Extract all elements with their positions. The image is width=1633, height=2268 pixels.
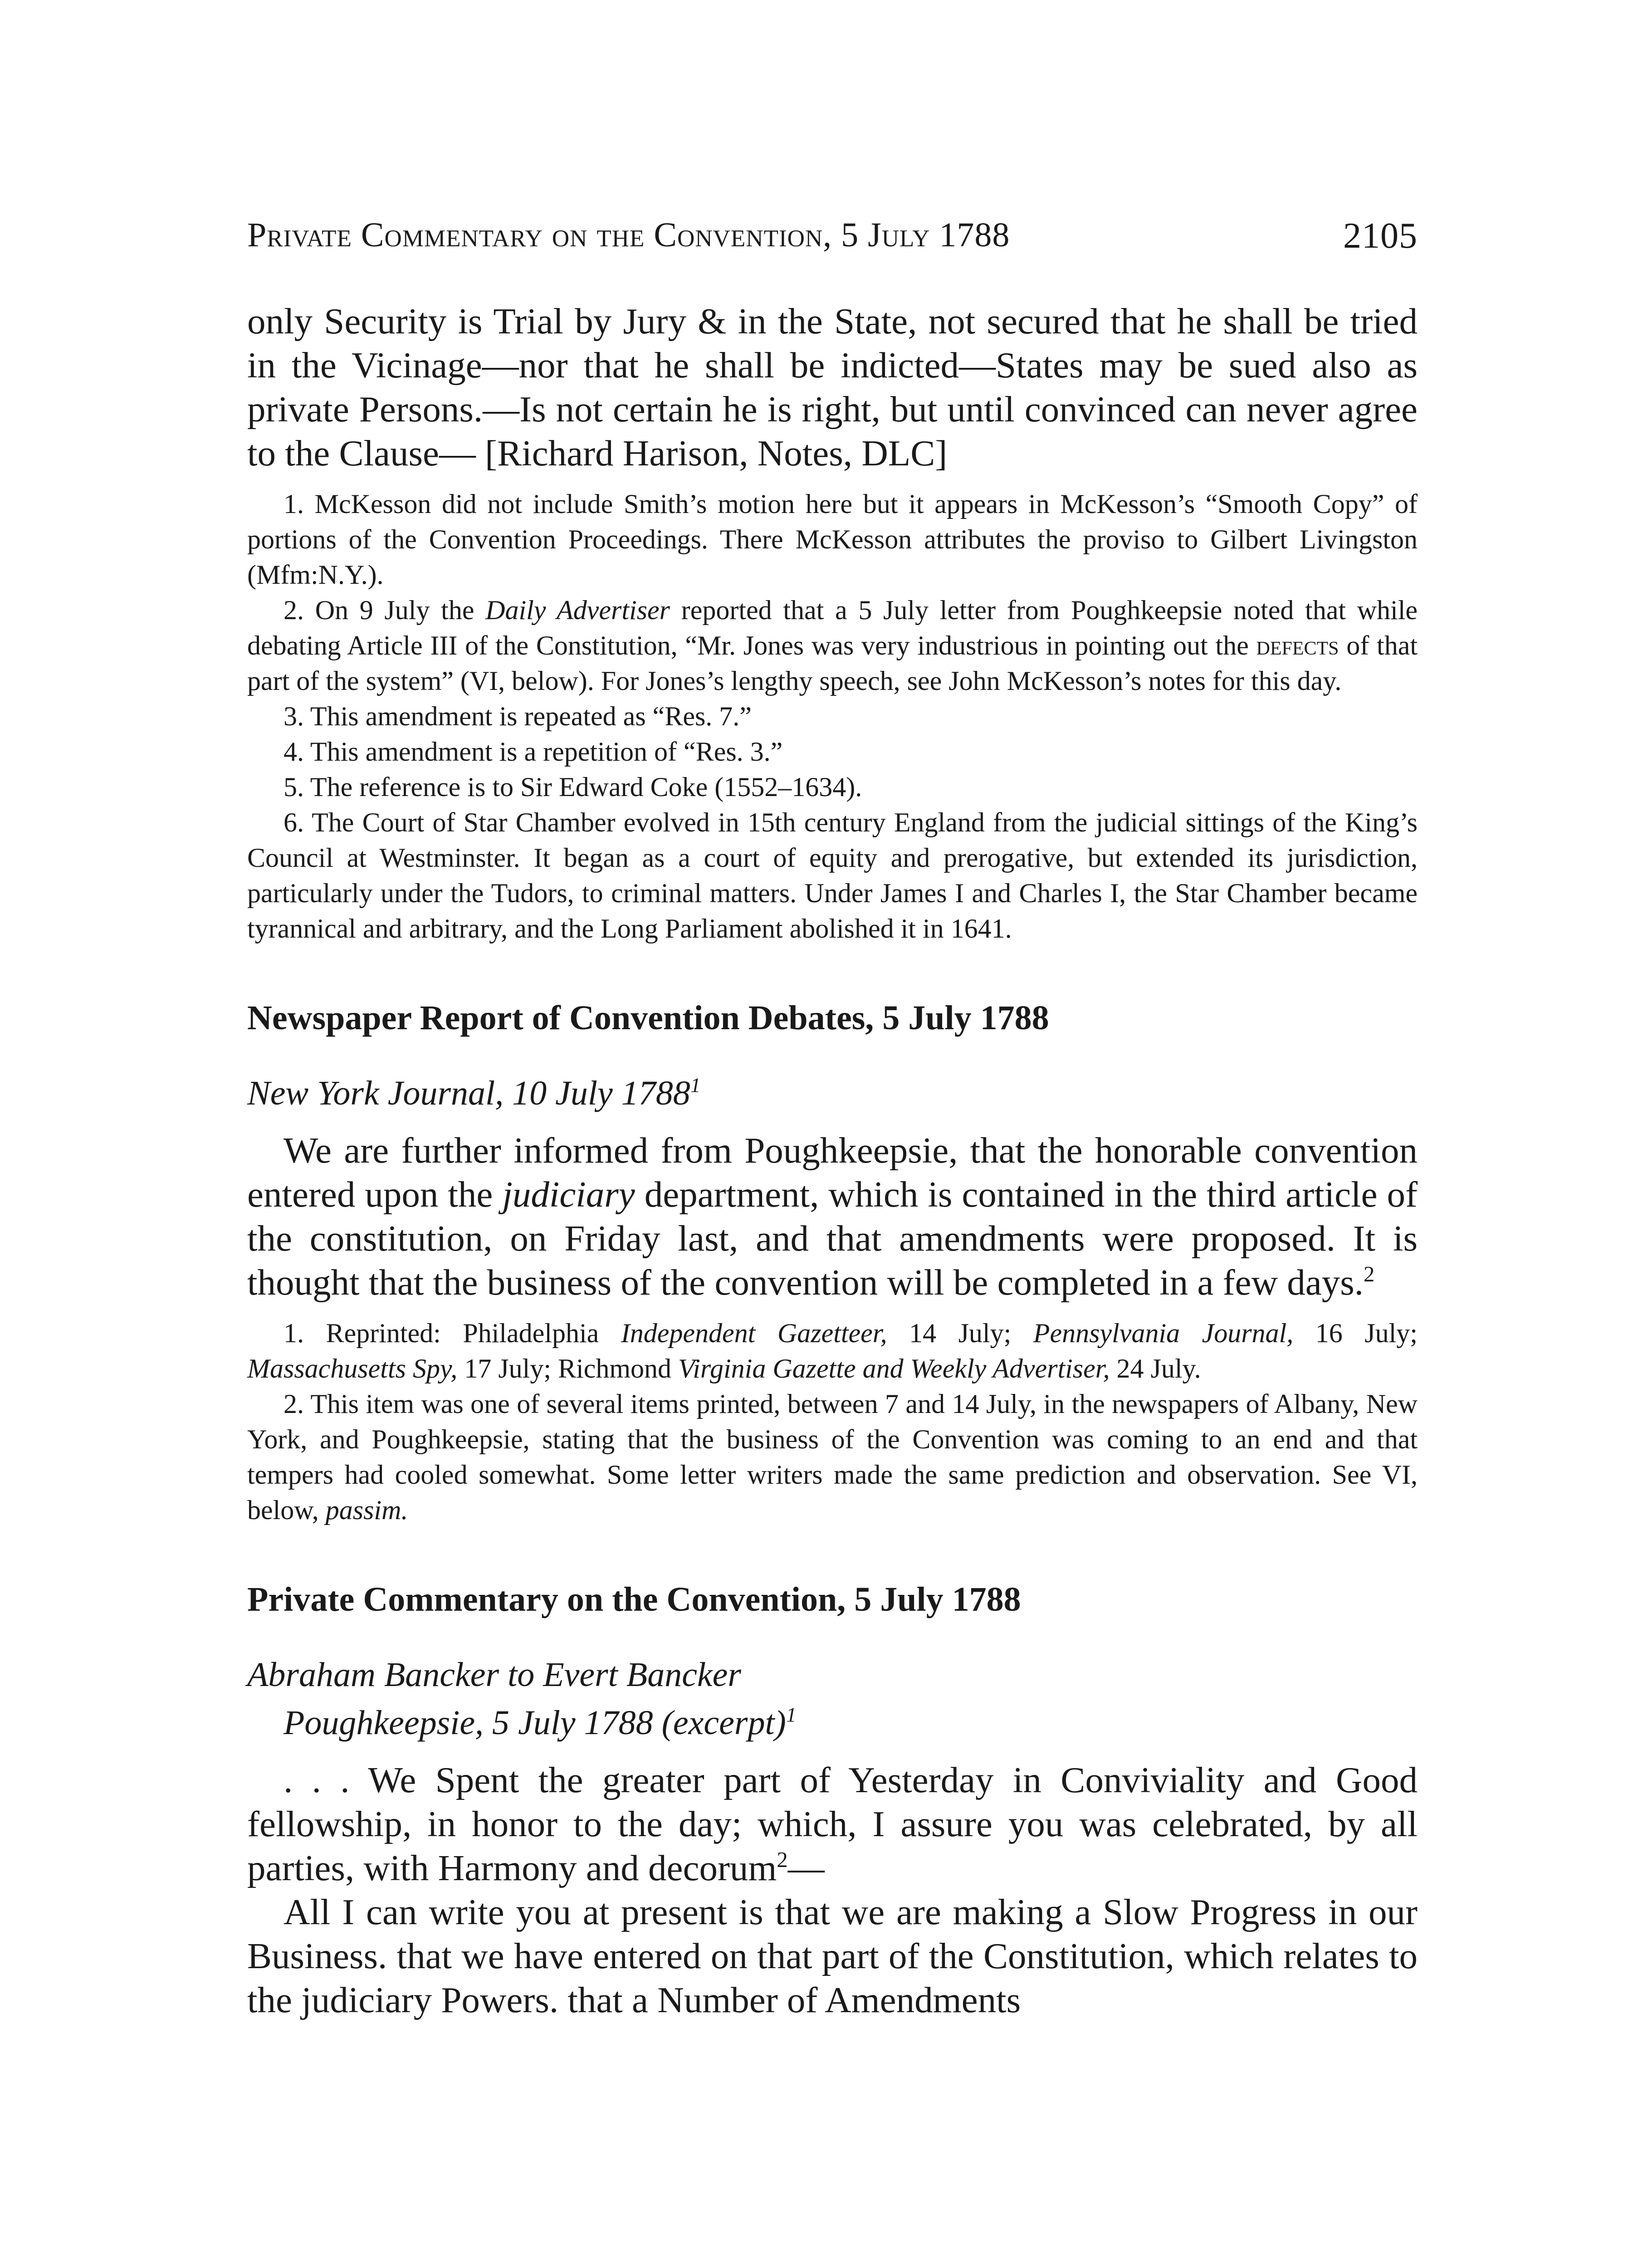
footnote-2: 2. On 9 July the Daily Advertiser reported that a 5 July letter from Poughkeepsie noted that while debating Article III of the Constitution, “Mr. Jones was very industrious in pointing out the defects of that part of the system” (VI, below). For Jones’s lengthy speech, see John McKesson’s notes for this day.: [247, 595, 1418, 696]
running-head: [247, 215, 1418, 255]
footnote-4: 4. This amendment is a repetition of “Res. 3.”: [284, 737, 783, 767]
newspaper-report-paragraph: We are further informed from Poughkeepsie, that the honorable convention entered upon the judiciary department, which is contained in the third article of the constitution, on Friday last, and that amendments were proposed. It is thought that the business of the convention will be completed in a few days.$^2$: [247, 1130, 1418, 1303]
footnote-ref: 2: [1363, 1261, 1375, 1286]
footnote-6: 6. The Court of Star Chamber evolved in 15th century England from the judicial sittings of the King’s Council at Westminster. It began as a court of equity and prerogative, but extended its jurisdiction, particularly under the Tudors, to criminal matters. Under James I and Charles I, the Star Chamber became tyrannical and arbitrary, and the Long Parliament abolished it in 1641.: [247, 807, 1418, 943]
letter-place-date: Poughkeepsie, 5 July 1788 (excerpt)$^1$: [284, 1703, 797, 1742]
footnote-ref: 2: [777, 1847, 788, 1872]
running-title: Private Commentary on the Convention, 5 July 1788: [247, 216, 1010, 254]
small-caps-word: defects: [1256, 631, 1339, 660]
page-body: [247, 299, 1418, 2022]
letter-source-line: Abraham Bancker to Evert Bancker: [247, 1656, 741, 1694]
footnote-1: 1. Reprinted: Philadelphia Independent Gazetteer, 14 July; Pennsylvania Journal, 16 July; Massachusetts Spy, 17 July; Richmond Virginia Gazette and Weekly Advertiser, 24 July.: [247, 1318, 1418, 1383]
footnote-3: 3. This amendment is repeated as “Res. 7.”: [284, 701, 752, 731]
footnote-2: 2. This item was one of several items printed, between 7 and 14 July, in the newspapers of Albany, New York, and Poughkeepsie, stating that the business of the Convention was coming to an end and that tempers had cooled somewhat. Some letter writers made the same prediction and observation. See VI, below, passim.: [247, 1389, 1418, 1525]
footnote-ref: 1: [690, 1073, 701, 1097]
letter-paragraph-2: All I can write you at present is that we are making a Slow Progress in our Business. that we have entered on that part of the Constitution, which relates to the judiciary Powers. that a Number of Amendments: [247, 1892, 1418, 2020]
footnote-ref: 1: [786, 1703, 797, 1726]
footnote-5: 5. The reference is to Sir Edward Coke (1552–1634).: [284, 772, 862, 802]
page-number: 2105: [1343, 216, 1418, 256]
letter-paragraph-1: . . . We Spent the greater part of Yesterday in Conviviality and Good fellowship, in honor to the day; which, I assure you was celebrated, by all parties, with Harmony and decorum$^2$—: [247, 1760, 1418, 1888]
source-line: New York Journal, 10 July 1788$^1$: [247, 1073, 701, 1112]
footnote-1: 1. McKesson did not include Smith’s motion here but it appears in McKesson’s “Smooth Copy” of portions of the Convention Proceedings. There McKesson attributes the proviso to Gilbert Livingston (Mfm:N.Y.).: [247, 489, 1418, 590]
newspaper-title: Daily Advertiser: [485, 595, 670, 625]
section-heading-newspaper-report: Newspaper Report of Convention Debates, 5 July 1788: [247, 999, 1049, 1037]
footnotes-first: [247, 486, 1418, 946]
continuation-paragraph: only Security is Trial by Jury & in the State, not secured that he shall be tried in the Vicinage—nor that he shall be indicted—States may be sued also as private Persons.—Is not certain he is right, but until convinced can never agree to the Clause— [Richard Harison, Notes, DLC]: [247, 301, 1418, 474]
section-heading-private-commentary: Private Commentary on the Convention, 5 July 1788: [247, 1580, 1021, 1618]
footnotes-newspaper: [247, 1315, 1418, 1528]
